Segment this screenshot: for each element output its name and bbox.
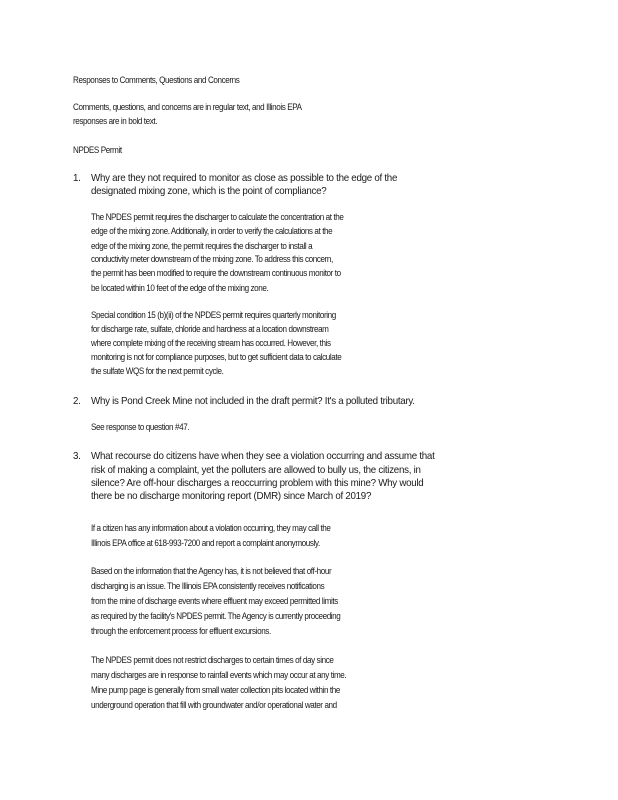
q3-line: silence? Are off-hour discharges a reoccurring problem with this mine? Why would bbox=[91, 477, 424, 489]
q3-response-b-line: discharging is an issue. The Illinois EPA consistently receives notifications bbox=[91, 581, 325, 591]
section-heading: NPDES Permit bbox=[73, 145, 122, 155]
q1-line-2: designated mixing zone, which is the point of compliance? bbox=[91, 185, 327, 197]
q1-response-b-line: monitoring is not for compliance purposes, but to get sufficient data to calculate bbox=[91, 352, 342, 362]
q3-response-c-line: underground operation that fill with groundwater and/or operational water and bbox=[91, 700, 337, 710]
q3-line: there be no discharge monitoring report (DMR) since March of 2019? bbox=[91, 490, 372, 502]
q1-response-b-line: Special condition 15 (b)(ii) of the NPDES permit requires quarterly monitoring bbox=[91, 310, 336, 320]
q3-number: 3. bbox=[73, 450, 81, 462]
q3-response-c-line: many discharges are in response to rainfall events which may occur at any time. bbox=[91, 670, 347, 680]
document-title: Responses to Comments, Questions and Concerns bbox=[73, 75, 240, 85]
q3-response-a-line: If a citizen has any information about a violation occurring, they may call the bbox=[91, 523, 331, 533]
intro-line-1: Comments, questions, and concerns are in regular text, and Illinois EPA bbox=[73, 102, 302, 112]
q3-response-a-line: Illinois EPA office at 618-993-7200 and report a complaint anonymously. bbox=[91, 538, 320, 548]
intro-line-2: responses are in bold text. bbox=[73, 116, 158, 126]
q3-response-b-line: as required by the facility's NPDES permit. The Agency is currently proceeding bbox=[91, 611, 341, 621]
q3-response-b-line: from the mine of discharge events where effluent may exceed permitted limits bbox=[91, 596, 338, 606]
q3-response-c-line: Mine pump page is generally from small water collection pits located within the bbox=[91, 685, 340, 695]
q1-response-a-line: edge of the mixing zone, the permit requires the discharger to install a bbox=[91, 241, 313, 251]
q1-response-a-line: the permit has been modified to require the downstream continuous monitor to bbox=[91, 268, 341, 278]
q3-response-b-line: through the enforcement process for effluent excursions. bbox=[91, 626, 271, 636]
q1-response-b-line: for discharge rate, sulfate, chloride and hardness at a location downstream bbox=[91, 324, 329, 334]
q1-response-a-line: edge of the mixing zone. Additionally, in order to verify the calculations at the bbox=[91, 226, 333, 236]
q1-response-b-line: the sulfate WQS for the next permit cycle. bbox=[91, 366, 224, 376]
q3-line: What recourse do citizens have when they see a violation occurring and assume that bbox=[91, 450, 435, 462]
q2-line-1: Why is Pond Creek Mine not included in the draft permit? It's a polluted tributary. bbox=[91, 395, 415, 407]
q1-response-a-line: be located within 10 feet of the edge of the mixing zone. bbox=[91, 283, 269, 293]
q2-response: See response to question #47. bbox=[91, 422, 190, 432]
q3-line: risk of making a complaint, yet the polluters are allowed to bully us, the citizens, in bbox=[91, 464, 421, 476]
q1-line-1: Why are they not required to monitor as close as possible to the edge of the bbox=[91, 172, 398, 184]
q3-response-c-line: The NPDES permit does not restrict discharges to certain times of day since bbox=[91, 655, 334, 665]
q2-number: 2. bbox=[73, 395, 81, 407]
q3-response-b-line: Based on the information that the Agency has, it is not believed that off-hour bbox=[91, 566, 332, 576]
q1-number: 1. bbox=[73, 172, 81, 184]
q1-response-a-line: The NPDES permit requires the discharger to calculate the concentration at the bbox=[91, 212, 344, 222]
q1-response-b-line: where complete mixing of the receiving stream has occurred. However, this bbox=[91, 338, 331, 348]
q1-response-a-line: conductivity meter downstream of the mixing zone. To address this concern, bbox=[91, 254, 333, 264]
